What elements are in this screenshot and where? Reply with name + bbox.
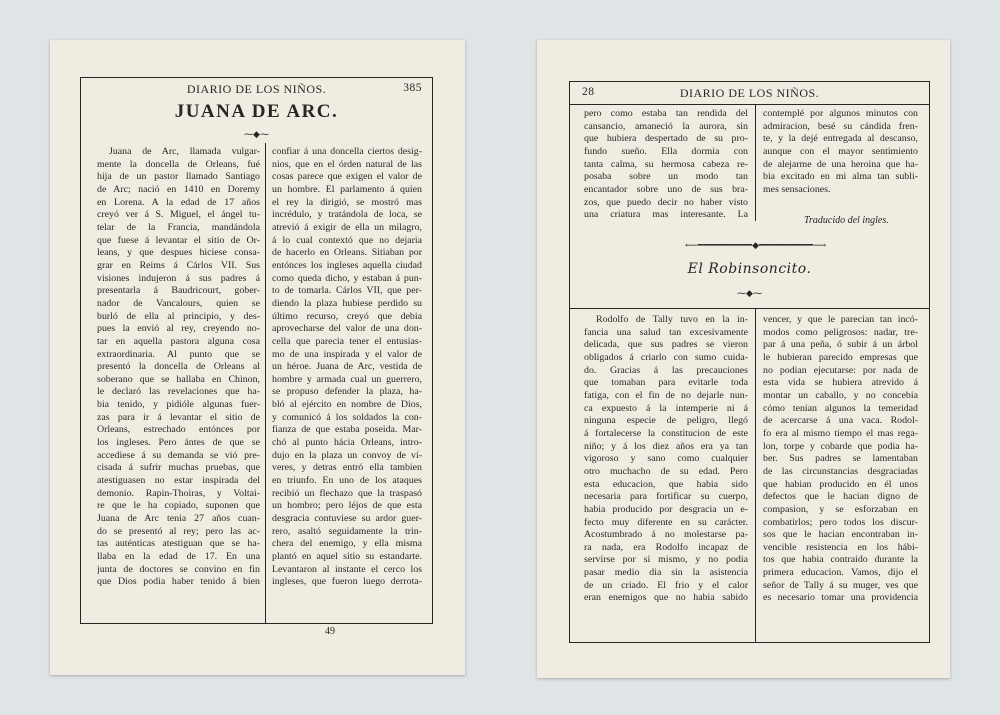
text-line: pues la envió al rey, creyendo no- bbox=[97, 323, 260, 335]
text-line: nador de Vancalours, quien se bbox=[97, 297, 260, 309]
text-line: confiar á una doncella ciertos desig- bbox=[272, 146, 422, 157]
text-line: le declaró las revelaciones que ha- bbox=[97, 386, 260, 398]
text-line: burló de ella al principio, y des- bbox=[97, 310, 260, 322]
text-line: do se presentó al rey; pero las ac- bbox=[97, 525, 260, 537]
text-line: veres, y detras entró ella tambien bbox=[272, 462, 422, 474]
text-line: esta vida se hubiera atrevido á bbox=[763, 377, 918, 389]
text-line: que tomaban para evitarle toda bbox=[584, 377, 748, 389]
text-line: bia excitado en mi alma tan subli- bbox=[763, 171, 918, 183]
text-line: habia producido por desgracia un e- bbox=[584, 503, 748, 515]
ornament-divider: ⁓◆⁓ bbox=[737, 288, 762, 298]
text-line: aunque con el mayor sentimiento bbox=[763, 145, 918, 157]
text-line: chera del enemigo, y ella misma bbox=[272, 538, 422, 550]
text-line: ca expuesto á la intemperie ni á bbox=[584, 402, 748, 414]
text-line: zos, que puedo decir no haber visto bbox=[584, 196, 748, 208]
text-line: atrevió á exigir de ella un milagro, bbox=[272, 221, 422, 233]
column-rule bbox=[265, 143, 266, 623]
text-column-2-top bbox=[763, 108, 918, 197]
text-line: lon, torpe y cobarde que podia ha- bbox=[763, 440, 918, 452]
running-head-title: DIARIO DE LOS NIÑOS. bbox=[679, 86, 820, 100]
text-column-2-bottom bbox=[763, 314, 918, 605]
text-line: bia tenido, y pidióle algunas fuer- bbox=[97, 399, 260, 411]
column-rule bbox=[755, 104, 756, 221]
text-line: ingleses, que fueron luego derrota- bbox=[272, 576, 422, 588]
text-line: señor de Tally á su muger, ves que bbox=[763, 579, 918, 591]
text-line: defectos que le hacian digno de bbox=[763, 491, 918, 503]
text-line: en triunfo. En uno de los ataques bbox=[272, 475, 422, 487]
text-line: desgracia contuviese su ardor guer- bbox=[272, 513, 422, 525]
text-line: recibió un flechazo que la traspasó bbox=[272, 487, 422, 499]
text-line: pasar medio dia sin la asistencia bbox=[584, 567, 748, 579]
text-line: plantó en aquel sitio su estandarte. bbox=[272, 551, 422, 562]
text-column-1-top bbox=[584, 108, 748, 222]
text-line: como queda dicho, y estaban á pun- bbox=[272, 272, 422, 284]
text-line: que habian producido en él unos bbox=[763, 478, 918, 490]
text-line: servirse por sí mismo, y no podia bbox=[584, 554, 748, 566]
text-line: vencer, y que le parecian tan incó- bbox=[763, 314, 918, 325]
text-line: Orleans, estrechado entónces por bbox=[97, 424, 260, 436]
section-title: El Robinsoncito. bbox=[687, 261, 812, 277]
text-line: Juana de Arc, llamada vulgar- bbox=[109, 146, 260, 157]
text-line: en Lorena. A la edad de 17 años bbox=[97, 196, 260, 208]
page-number: 28 bbox=[582, 86, 595, 98]
text-line: tanta calma, su hermosa cabeza re- bbox=[584, 158, 748, 170]
text-line: vencible resistencia en los hábi- bbox=[763, 541, 918, 553]
text-line: niño; y á los diez años era ya tan bbox=[584, 440, 748, 452]
text-line: encantador sobre uno de sus bra- bbox=[584, 183, 748, 195]
text-line: fecto muy diferente en su carácter. bbox=[584, 516, 748, 528]
text-line: que fuese á levantar el sitio de Or- bbox=[97, 234, 260, 246]
text-line: Levantaron al instante el cerco los bbox=[272, 563, 422, 575]
text-line: tos que habia contraido durante la bbox=[763, 554, 918, 566]
text-line: un hombre. El parlamento á quien bbox=[272, 183, 422, 195]
left-page bbox=[50, 40, 465, 675]
text-line: atestiguasen no estar inspirada del bbox=[97, 475, 260, 487]
running-head bbox=[570, 82, 929, 104]
text-line: fancia una salud tan excesivamente bbox=[584, 326, 748, 338]
text-line: admiracion, besé su cándida fren- bbox=[763, 120, 918, 132]
text-line: combatirlos; pero todos los discur- bbox=[763, 516, 918, 528]
text-line: el rey la dirigió, se mostró mas bbox=[272, 196, 422, 208]
text-line: un héroe. Juana de Arc, vestida de bbox=[272, 361, 422, 373]
text-line: compasion, y se esforzaban en bbox=[763, 503, 918, 515]
text-column-2 bbox=[272, 146, 422, 589]
text-line: Acostumbrado á no molestarse pa- bbox=[584, 529, 748, 541]
text-line: posaba sobre un modo tan bbox=[584, 171, 748, 183]
text-line: de las circunstancias desgraciadas bbox=[763, 465, 918, 477]
text-line: una criatura mas interesante. La bbox=[584, 209, 748, 221]
text-line: nios, que en el órden natural de las bbox=[272, 158, 422, 170]
page-frame bbox=[569, 81, 930, 643]
text-line: zas para ir á levantar el sitio de bbox=[97, 411, 260, 423]
text-line: montar un caballo, y no concebia bbox=[763, 389, 918, 401]
printer-signature: 49 bbox=[325, 626, 335, 637]
text-line: otro muchacho de su edad. Pero bbox=[584, 465, 748, 477]
text-line: to de tomarla. Cárlos VII, que per- bbox=[272, 285, 422, 297]
text-column-1-bottom bbox=[584, 314, 748, 605]
text-line: grar en Reims á Cárlos VII. Sus bbox=[97, 259, 260, 271]
text-line: sos que le hacian encontraban in- bbox=[763, 529, 918, 541]
text-line: un hombro; pero léjos de que esta bbox=[272, 500, 422, 512]
ornament-rule: ⟵━━━━━━━━━━◆━━━━━━━━━━⟶ bbox=[685, 240, 827, 250]
text-line: fianza de que estaba poseida. Mar- bbox=[272, 424, 422, 436]
text-line: llaba en la edad de 17. En una bbox=[97, 551, 260, 562]
text-line: mo de una inspirada y el valor de bbox=[272, 348, 422, 360]
text-line: ra nada, era Rodolfo incapaz de bbox=[584, 541, 748, 553]
text-line: hija de un pastor llamado Santiago bbox=[97, 171, 260, 183]
text-line: aprovecharse del valor de una don- bbox=[272, 323, 422, 335]
text-column-1 bbox=[97, 146, 260, 589]
text-line: mente la doncella de Orleans, fué bbox=[97, 158, 260, 170]
text-line: Rodolfo de Tally tuvo en la in- bbox=[596, 314, 748, 325]
right-page bbox=[537, 40, 950, 678]
text-line: re que le ha copiado, suponen que bbox=[97, 500, 260, 512]
text-line: último recurso, creyó que debia bbox=[272, 310, 422, 322]
text-line: creyó ver á S. Miguel, el ángel tu- bbox=[97, 209, 260, 221]
text-line: diendo la plaza hubiese perdido su bbox=[272, 297, 422, 309]
text-line: presentarla á Baudricourt, gober- bbox=[97, 285, 260, 297]
text-line: bló al ejército en nombre de Dios, bbox=[272, 399, 422, 411]
text-line: tas auténticas atestiguan que se ha- bbox=[97, 538, 260, 550]
text-line: cómo tenian algunos la temeridad bbox=[763, 402, 918, 414]
translation-credit: Traducido del ingles. bbox=[804, 215, 889, 226]
text-line: de Arc; nació en 1410 en Doremy bbox=[97, 183, 260, 195]
text-line: te, y la dejé entregada al descanso, bbox=[763, 133, 918, 145]
text-line: telar de la Francia, mandándola bbox=[97, 221, 260, 233]
text-line: eran enemigos que no habia sabido bbox=[584, 592, 748, 604]
text-line: no podian ejecutarse: por nada de bbox=[763, 364, 918, 376]
text-line: fo era al mismo tiempo el mas rega- bbox=[763, 427, 918, 439]
header-rule bbox=[570, 104, 929, 105]
text-line: ber. Sus padres se lamentaban bbox=[763, 453, 918, 465]
text-line: cella que parecia tener el entusias- bbox=[272, 335, 422, 347]
text-line: cosas parece que exigen el valor de bbox=[272, 171, 422, 183]
text-line: le hubieran parecido empresas que bbox=[763, 351, 918, 363]
text-line: par á una peña, ó subir á un árbol bbox=[763, 339, 918, 351]
text-line: rero, asaltó seguidamente la trin- bbox=[272, 525, 422, 537]
text-line: que hubiera despertado de su pro- bbox=[584, 133, 748, 145]
text-line: visiones indujeron á sus padres á bbox=[97, 272, 260, 284]
text-line: Juana de Arc tenia 27 años cuan- bbox=[97, 513, 260, 525]
text-line: necesaria para fortificar su cuerpo, bbox=[584, 491, 748, 503]
text-line: tar en aquella pastora alguna cosa bbox=[97, 335, 260, 347]
text-line: pero como estaba tan rendida del bbox=[584, 108, 748, 119]
text-line: chó al punto hácia Orleans, intro- bbox=[272, 437, 422, 449]
text-line: entónces los ingleses aquella ciudad bbox=[272, 259, 422, 271]
article-title: JUANA DE ARC. bbox=[174, 101, 339, 122]
text-line: mes sensaciones. bbox=[763, 183, 831, 195]
text-line: incrédulo, y tratándola de loca, se bbox=[272, 209, 422, 221]
text-line: soberano que se hallaba en Chinon, bbox=[97, 373, 260, 385]
text-line: cansancio, amaneció la aurora, sin bbox=[584, 120, 748, 132]
text-line: junta de doctores se convino en fin bbox=[97, 563, 260, 575]
text-line: delicada, que sus padres se vieron bbox=[584, 339, 748, 351]
text-line: extraordinaria. Al punto que se bbox=[97, 348, 260, 360]
text-line: cisada á sufrir muchas pruebas, que bbox=[97, 462, 260, 474]
text-line: leans, y que despues hiciese consa- bbox=[97, 247, 260, 259]
text-line: y comunicó á los soldados la con- bbox=[272, 411, 422, 423]
text-line: á lo cual contextó que no dejaria bbox=[272, 234, 422, 246]
text-line: de un criado. El frio y el calor bbox=[584, 579, 748, 591]
text-line: fundo sueño. Ella dormia con bbox=[584, 145, 748, 157]
text-line: do. Gracias á las precauciones bbox=[584, 364, 748, 376]
section-rule bbox=[570, 308, 929, 309]
text-line: contemplé por algunos minutos con bbox=[763, 108, 918, 119]
text-line: ninguna especie de peligro, llegó bbox=[584, 415, 748, 427]
text-line: dujo en la plaza un convoy de ví- bbox=[272, 449, 422, 461]
text-line: que Dios podia haber tenido á bien bbox=[97, 576, 260, 588]
ornament-divider: ⁓◆⁓ bbox=[244, 129, 269, 139]
text-line: vigoroso y sano como cualquier bbox=[584, 453, 748, 465]
page-frame bbox=[80, 77, 433, 637]
text-line: presentó la doncella de Orleans al bbox=[97, 361, 260, 373]
text-line: es necesario tomar una providencia bbox=[763, 592, 918, 604]
text-line: de hacerlo en Orleans. Sitiaban por bbox=[272, 247, 422, 259]
text-line: obligados á criarlo con sumo cuida- bbox=[584, 351, 748, 363]
running-head-title: DIARIO DE LOS NIÑOS. bbox=[186, 82, 327, 96]
text-line: hombre y armada cual un guerrero, bbox=[272, 373, 422, 385]
text-line: los ingleses. Pero ántes de que se bbox=[97, 437, 260, 449]
text-line: fatiga, con el fin de no dejarle nun- bbox=[584, 389, 748, 401]
text-line: modos como peligrosos: nadar, tre- bbox=[763, 326, 918, 338]
text-line: accediese á su demanda se vió pre- bbox=[97, 449, 260, 461]
text-line: de acercarse á una vaca. Rodol- bbox=[763, 415, 918, 427]
page-number: 385 bbox=[403, 82, 422, 94]
text-line: primera educacion. Vamos, dijo el bbox=[763, 567, 918, 579]
text-line: se propuso defender la plaza, ha- bbox=[272, 386, 422, 398]
text-line: demonio. Rapin-Thoiras, y Voltai- bbox=[97, 487, 260, 499]
text-line: de alejarme de una heroina que ha- bbox=[763, 158, 918, 170]
text-line: á fortalecerse la constitucion de este bbox=[584, 427, 748, 439]
text-line: esta educacion, que habia sido bbox=[584, 478, 748, 490]
column-rule bbox=[755, 308, 756, 642]
running-head bbox=[81, 78, 432, 100]
